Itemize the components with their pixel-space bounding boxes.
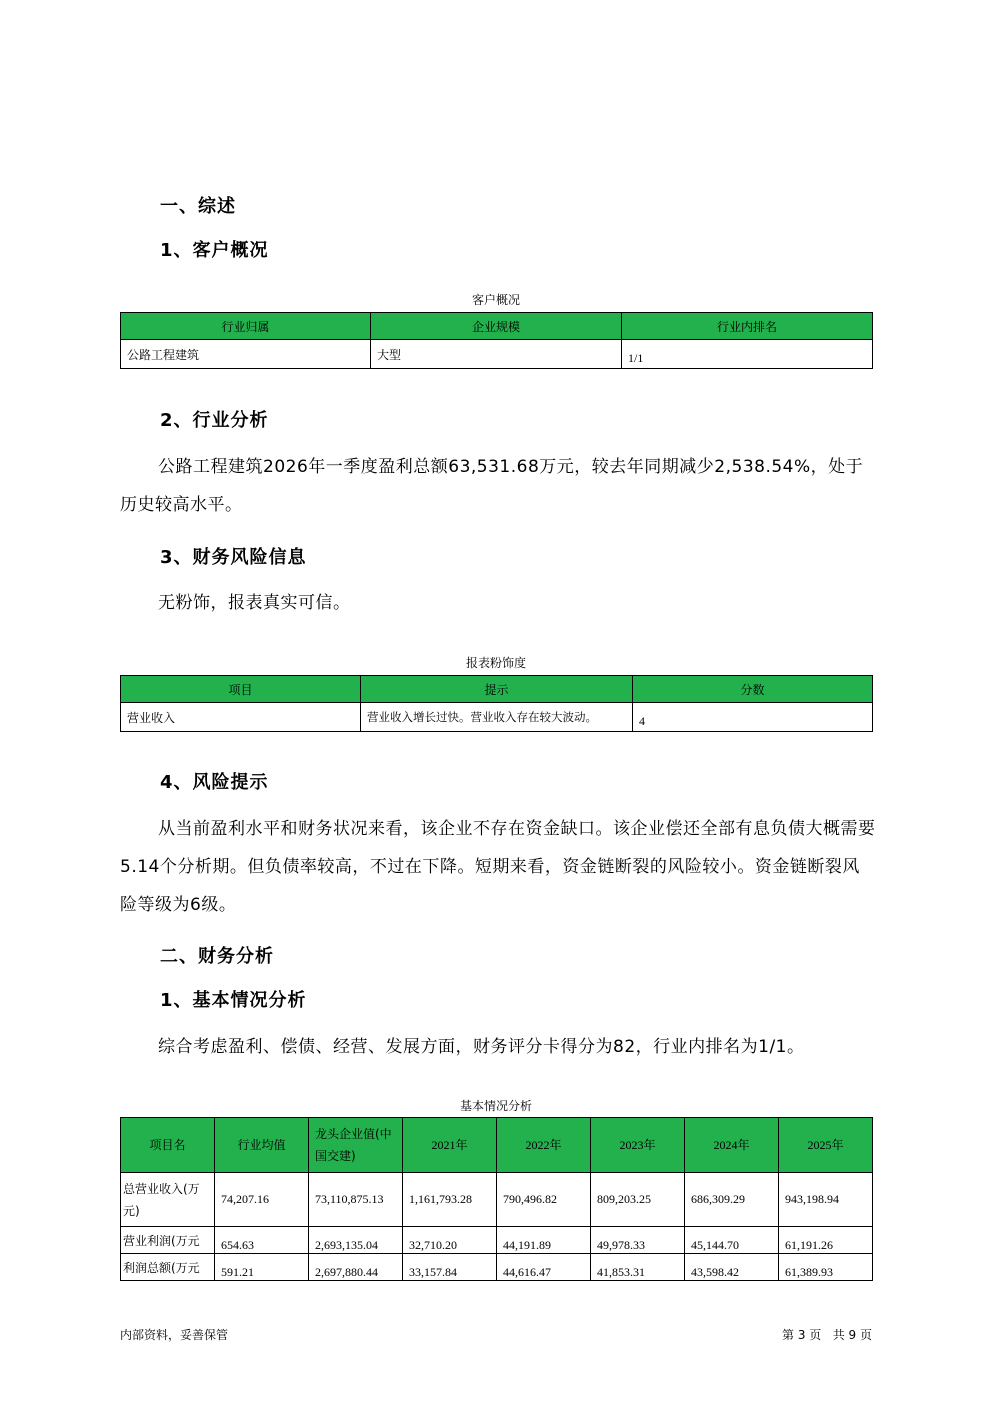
customer-heading: 1、客户概况 xyxy=(160,240,269,261)
table-cell: 591.21 xyxy=(215,1254,309,1281)
basic-table-caption: 基本情况分析 xyxy=(459,1099,532,1113)
customer-table xyxy=(120,312,873,369)
table-header: 2022年 xyxy=(497,1118,591,1173)
table-cell: 686,309.29 xyxy=(685,1173,779,1227)
table-header: 2023年 xyxy=(591,1118,685,1173)
table-cell: 43,598.42 xyxy=(685,1254,779,1281)
table-cell: 营业收入增长过快。营业收入存在较大波动。 xyxy=(361,703,633,732)
table-cell: 2,693,135.04 xyxy=(309,1227,403,1254)
table-cell: 73,110,875.13 xyxy=(309,1173,403,1227)
table-header: 项目名 xyxy=(121,1118,215,1173)
basic-paragraph: 综合考虑盈利、偿债、经营、发展方面，财务评分卡得分为82，行业内排名为1/1。 xyxy=(158,1037,805,1057)
table-header: 2024年 xyxy=(685,1118,779,1173)
table-header: 行业均值 xyxy=(215,1118,309,1173)
fin-risk-paragraph: 无粉饰，报表真实可信。 xyxy=(158,593,351,613)
table-cell: 45,144.70 xyxy=(685,1227,779,1254)
table-cell: 32,710.20 xyxy=(403,1227,497,1254)
industry-paragraph: 公路工程建筑2026年一季度盈利总额63,531.68万元，较去年同期减少2,538.54%，处于历史较高水平。 xyxy=(120,457,864,515)
table-header: 行业内排名 xyxy=(622,313,873,340)
table-cell: 61,389.93 xyxy=(779,1254,873,1281)
table-cell: 49,978.33 xyxy=(591,1227,685,1254)
customer-table-caption: 客户概况 xyxy=(471,293,520,307)
table-header: 2021年 xyxy=(403,1118,497,1173)
table-cell: 总营业收入(万元) xyxy=(121,1173,215,1227)
table-cell: 利润总额(万元 xyxy=(121,1254,215,1281)
table-cell: 1,161,793.28 xyxy=(403,1173,497,1227)
table-cell: 营业收入 xyxy=(121,703,361,732)
industry-heading: 2、行业分析 xyxy=(160,410,269,431)
table-row xyxy=(121,1227,873,1254)
table-header: 提示 xyxy=(361,676,633,703)
section-title-financial: 二、财务分析 xyxy=(160,946,274,967)
table-cell: 44,191.89 xyxy=(497,1227,591,1254)
fin-risk-heading: 3、财务风险信息 xyxy=(160,547,307,568)
table-cell: 61,191.26 xyxy=(779,1227,873,1254)
table-cell: 营业利润(万元 xyxy=(121,1227,215,1254)
table-header: 龙头企业值(中国交建) xyxy=(309,1118,403,1173)
table-cell: 44,616.47 xyxy=(497,1254,591,1281)
basic-heading: 1、基本情况分析 xyxy=(160,990,307,1011)
table-header: 项目 xyxy=(121,676,361,703)
table-cell: 4 xyxy=(633,703,873,732)
table-cell: 943,198.94 xyxy=(779,1173,873,1227)
section-title-overview: 一、综述 xyxy=(160,196,236,217)
table-header: 企业规模 xyxy=(371,313,622,340)
basic-analysis-table xyxy=(120,1117,873,1281)
table-cell: 809,203.25 xyxy=(591,1173,685,1227)
table-cell: 1/1 xyxy=(622,340,873,369)
table-cell: 654.63 xyxy=(215,1227,309,1254)
table-cell: 33,157.84 xyxy=(403,1254,497,1281)
table-header: 分数 xyxy=(633,676,873,703)
table-cell: 74,207.16 xyxy=(215,1173,309,1227)
table-row xyxy=(121,1173,873,1227)
table-row xyxy=(121,1254,873,1281)
table-cell: 公路工程建筑 xyxy=(121,340,371,369)
footer-confidential-note: 内部资料，妥善保管 xyxy=(120,1328,229,1342)
table-header: 行业归属 xyxy=(121,313,371,340)
risk-tip-paragraph: 从当前盈利水平和财务状况来看，该企业不存在资金缺口。该企业偿还全部有息负债大概需要 5.14个分析期。但负债率较高，不过在下降。短期来看，资金链断裂的风险较小。资金链断裂风险等级为6级。 xyxy=(120,819,876,915)
table-header: 2025年 xyxy=(779,1118,873,1173)
fin-risk-table xyxy=(120,675,873,732)
footer-page-number: 第 3 页 共 9 页 xyxy=(782,1328,872,1342)
risk-tip-heading: 4、风险提示 xyxy=(160,772,269,793)
table-cell: 41,853.31 xyxy=(591,1254,685,1281)
fin-risk-table-caption: 报表粉饰度 xyxy=(465,656,526,670)
table-cell: 790,496.82 xyxy=(497,1173,591,1227)
table-cell: 2,697,880.44 xyxy=(309,1254,403,1281)
table-cell: 大型 xyxy=(371,340,622,369)
